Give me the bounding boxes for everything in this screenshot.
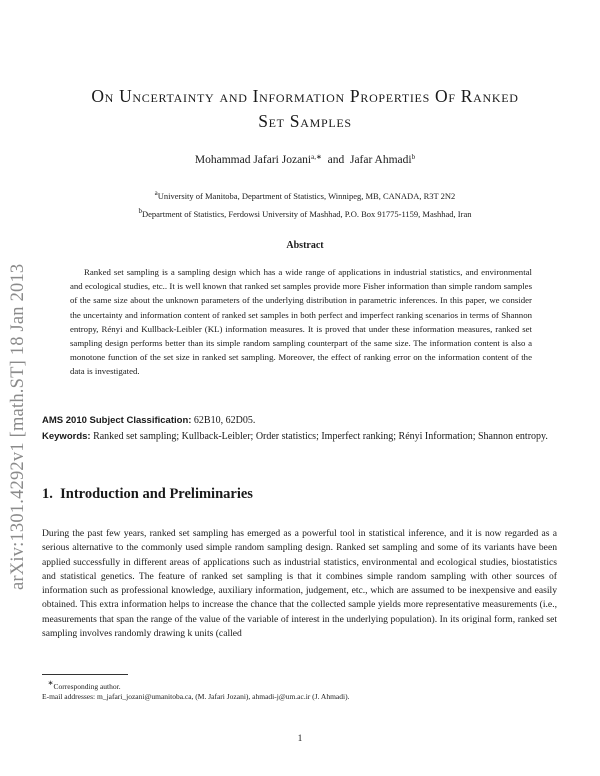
- section-number: 1.: [42, 486, 53, 502]
- affiliation-a: [40, 189, 570, 201]
- footnote-mark: ∗: [47, 679, 54, 687]
- author-2: Jafar Ahmadi: [349, 154, 412, 166]
- abstract-heading: Abstract: [286, 240, 324, 251]
- keywords-label: Keywords:: [42, 431, 91, 442]
- footnote-corresponding: [42, 679, 557, 691]
- affiliation-mark: b: [138, 207, 142, 215]
- affiliation-text: Department of Statistics, Ferdowsi University of Mashhad, P.O. Box 91775-1159, Mashhad, Iran: [142, 209, 472, 219]
- author-conjunction: and: [327, 154, 345, 166]
- paper-title: [40, 84, 570, 134]
- title-line-2: Set Samples: [258, 111, 352, 131]
- author-1: Mohammad Jafari Jozani: [194, 154, 312, 166]
- keywords-value: Ranked set sampling; Kullback-Leibler; Order statistics; Imperfect ranking; Rényi Information; Shannon entropy.: [93, 431, 548, 442]
- section-heading: [42, 486, 253, 503]
- title-line-1: On Uncertainty and Information Properties Of Ranked: [91, 86, 519, 106]
- classification-value: 62B10, 62D05.: [193, 415, 256, 426]
- section-title: Introduction and Preliminaries: [60, 486, 253, 502]
- author-2-sup: b: [411, 153, 416, 161]
- arxiv-stamp: arXiv:1301.4292v1 [math.ST] 18 Jan 2013: [8, 263, 28, 590]
- introduction-paragraph: During the past few years, ranked set sampling has emerged as a powerful tool in statistical inference, and it is now regarded as a serious alternative to the commonly used simple random sampling design. Ranked set sampling and some of its variants have been applied successfully in different areas of applications such as industrial statistics, environmental and ecological studies, biostatistics and statistical genetics. The feature of ranked set sampling is that it combines simple random sampling with other sources of information such as professional knowledge, auxiliary information, judgement, etc., which are assumed to be inexpensive and easily obtained. This extra information helps to increase the chance that the collected sample yields more representative measurements (i.e., measurements that span the range of the value of the variable of interest in the underlying population). In its original form, ranked set sampling involves randomly drawing k units (called: [42, 528, 557, 640]
- author-line: [40, 153, 570, 166]
- keywords: [42, 429, 557, 444]
- affiliation-text: University of Manitoba, Department of Statistics, Winnipeg, MB, CANADA, R3T 2N2: [157, 191, 456, 201]
- subject-classification: [42, 413, 557, 428]
- affiliation-b: [40, 207, 570, 219]
- footnote-corresponding-text: Corresponding author.: [53, 682, 121, 691]
- page-number: 1: [297, 734, 303, 744]
- footnote-emails: E-mail addresses: m_jafari_jozani@umanitoba.ca, (M. Jafari Jozani), ahmadi-j@um.ac.ir (J. Ahmadi).: [42, 692, 350, 701]
- affiliation-mark: a: [154, 189, 158, 197]
- classification-label: AMS 2010 Subject Classification:: [42, 415, 192, 426]
- author-1-sup: a,∗: [311, 153, 322, 161]
- abstract-body: Ranked set sampling is a sampling design which has a wide range of applications in industrial statistics, and environmental and ecological studies, etc.. It is well known that ranked set samples provide more Fisher information than simple random samples of the same size about the unknown parameters of the underlying distribution in parametric inferences. In this paper, we consider the uncertainty and information content of ranked set samples in both perfect and imperfect ranking scenarios in terms of Shannon entropy, Rényi and Kullback-Leibler (KL) information measures. It is proved that under these information measures, ranked set sampling design performs better than its simple random sampling counterpart of the same size. The information content is also a monotone function of the set size in ranked set sampling. Moreover, the effect of ranking error on the information content of the data is investigated.: [70, 267, 532, 377]
- footnote-rule: [42, 674, 128, 675]
